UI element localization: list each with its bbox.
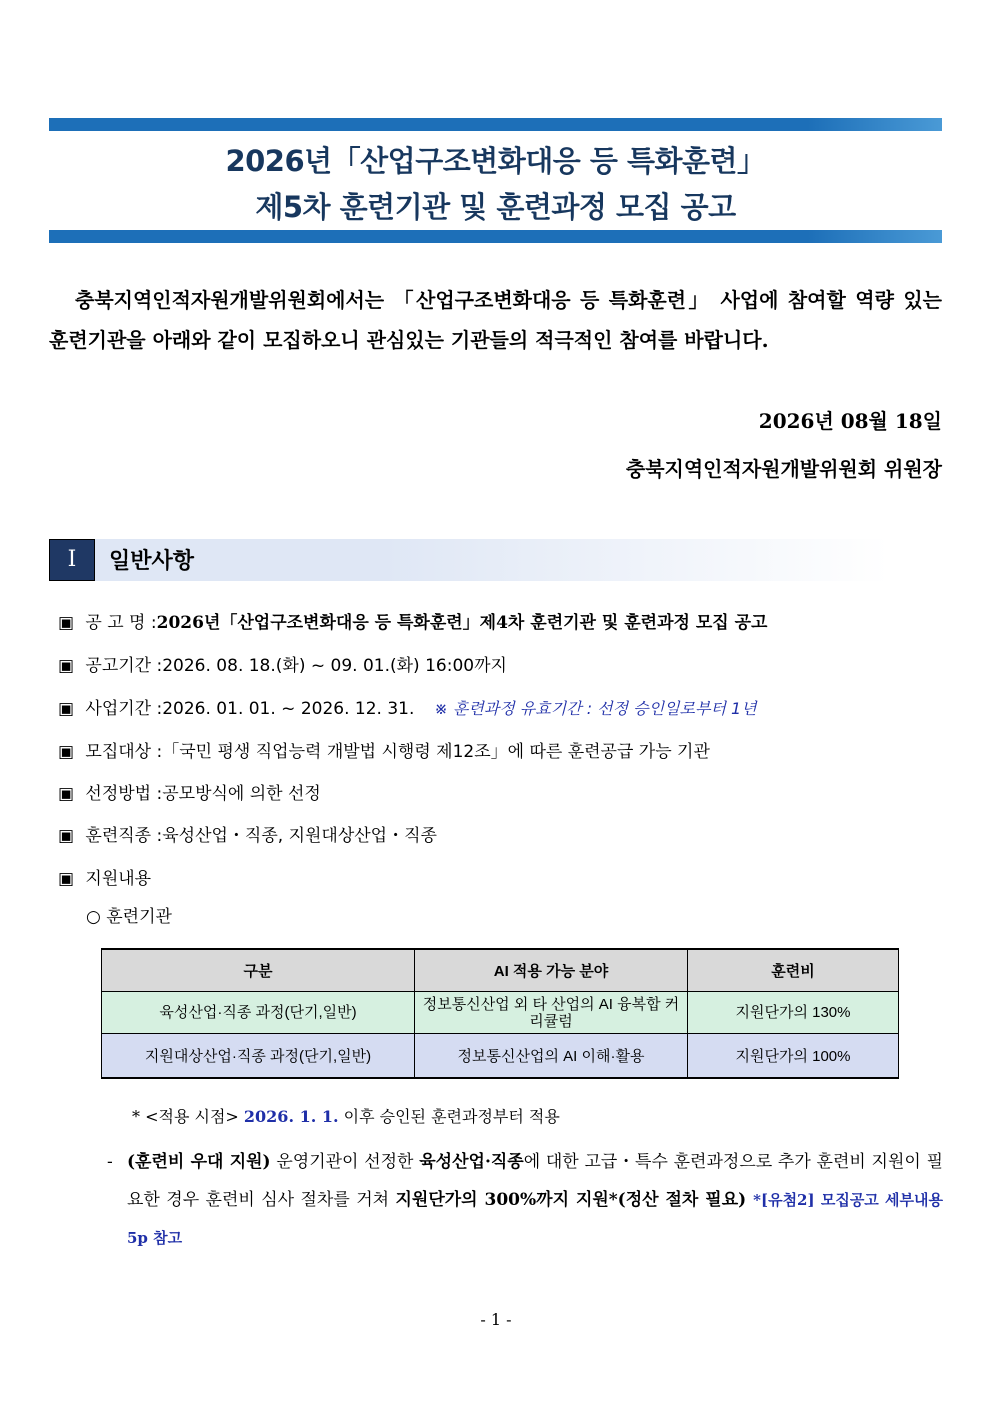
bullet-icon: ▣	[58, 656, 75, 676]
page-number: - 1 -	[480, 1310, 512, 1329]
table-cell: 지원단가의 130%	[688, 992, 899, 1034]
page-title-line2: 제5차 훈련기관 및 훈련과정 모집 공고	[255, 190, 736, 224]
footnote-date: 2026. 1. 1.	[243, 1107, 339, 1126]
item-value: 2026. 08. 18.(화) ~ 09. 01.(화) 16:00까지	[162, 656, 507, 676]
item-value: 「국민 평생 직업능력 개발법 시행령 제12조」에 따른 훈련공급 가능 기관	[162, 742, 710, 762]
table-cell: 정보통신산업의 AI 이해·활용	[415, 1034, 688, 1079]
footnote-suffix: 이후 승인된 훈련과정부터 적용	[338, 1107, 560, 1126]
section-number: Ⅰ	[49, 539, 95, 581]
page-title-line1: 2026년「산업구조변화대응 등 특화훈련」	[225, 144, 766, 178]
footnote-prefix: * <적용 시점>	[132, 1107, 244, 1126]
support-table	[101, 948, 899, 1079]
table-header: AI 적용 가능 분야	[415, 949, 688, 992]
title-top-bar	[49, 118, 942, 131]
item-value: 2026. 01. 01. ~ 2026. 12. 31.	[162, 699, 415, 719]
detail-reference: *[유첨2] 모집공고 세부내용 5p 참고	[127, 1191, 944, 1247]
item-announcement-period	[58, 651, 507, 676]
title-bottom-bar	[49, 230, 942, 243]
validity-note: ※ 훈련과정 유효기간 : 선정 승인일로부터 1년	[434, 699, 757, 718]
announcement-date: 2026년 08월 18일	[758, 409, 942, 433]
table-row	[102, 992, 899, 1034]
bullet-icon: ▣	[58, 784, 75, 804]
bullet-icon: ▣	[58, 826, 75, 846]
dash-marker: -	[107, 1152, 113, 1172]
bullet-icon: ▣	[58, 869, 75, 889]
item-label: 공 고 명 :	[85, 613, 157, 633]
item-value: 2026년「산업구조변화대응 등 특화훈련」제4차 훈련기관 및 훈련과정 모집 공고	[156, 613, 768, 633]
table-cell: 지원대상산업·직종 과정(단기,일반)	[102, 1034, 415, 1079]
table-header-row	[102, 949, 899, 992]
item-announcement-name	[58, 608, 767, 633]
item-label: 훈련직종 :	[85, 826, 163, 846]
item-label: 선정방법 :	[85, 784, 163, 804]
detail-segment: 운영기관이 선정한	[270, 1152, 420, 1172]
detail-label: (훈련비 우대 지원)	[127, 1152, 271, 1172]
item-label: 모집대상 :	[85, 742, 163, 762]
bullet-icon: ▣	[58, 699, 75, 719]
detail-segment: 에 대한 고급・특수 훈련과정으로 추가 훈련비 지원이 필요한 경우 훈련비 심사 절차를 거쳐	[127, 1152, 943, 1210]
item-business-period	[58, 694, 757, 719]
item-label: 공고기간 :	[85, 656, 163, 676]
item-target	[58, 737, 710, 762]
detail-bold: 지원단가의 300%까지 지원	[395, 1190, 609, 1210]
bullet-icon: ▣	[58, 613, 75, 633]
table-header: 훈련비	[688, 949, 899, 992]
item-value: 공모방식에 의한 선정	[162, 784, 321, 804]
item-label: 사업기간 :	[85, 699, 163, 719]
issuer: 충북지역인적자원개발위원회 위원장	[625, 457, 942, 481]
item-label: 지원내용	[85, 869, 152, 889]
detail-text	[127, 1143, 943, 1257]
bullet-icon: ▣	[58, 742, 75, 762]
item-support	[58, 864, 151, 889]
table-cell: 지원단가의 100%	[688, 1034, 899, 1079]
intro-text: 충북지역인적자원개발위원회에서는 「산업구조변화대응 등 특화훈련」 사업에 참여할 역량 있는 훈련기관을 아래와 같이 모집하오니 관심있는 기관들의 적극적인 참여를 바랍니다.	[49, 288, 942, 352]
footnote	[132, 1104, 560, 1127]
intro-paragraph	[49, 280, 942, 360]
table-cell: 정보통신산업 외 타 산업의 AI 융복합 커리큘럼	[415, 992, 688, 1034]
table-header: 구분	[102, 949, 415, 992]
item-value: 육성산업・직종, 지원대상산업・직종	[162, 826, 437, 846]
section-header	[49, 539, 889, 581]
detail-bold: 육성산업·직종	[419, 1152, 524, 1172]
item-training-type	[58, 821, 437, 846]
section-title: 일반사항	[109, 549, 195, 574]
detail-paragraph	[107, 1143, 943, 1257]
sub-item-training-institution: ○ 훈련기관	[86, 907, 172, 927]
detail-segment: *(정산 절차 필요)	[608, 1190, 754, 1210]
table-row	[102, 1034, 899, 1079]
table-cell: 육성산업·직종 과정(단기,일반)	[102, 992, 415, 1034]
item-selection-method	[58, 779, 321, 804]
